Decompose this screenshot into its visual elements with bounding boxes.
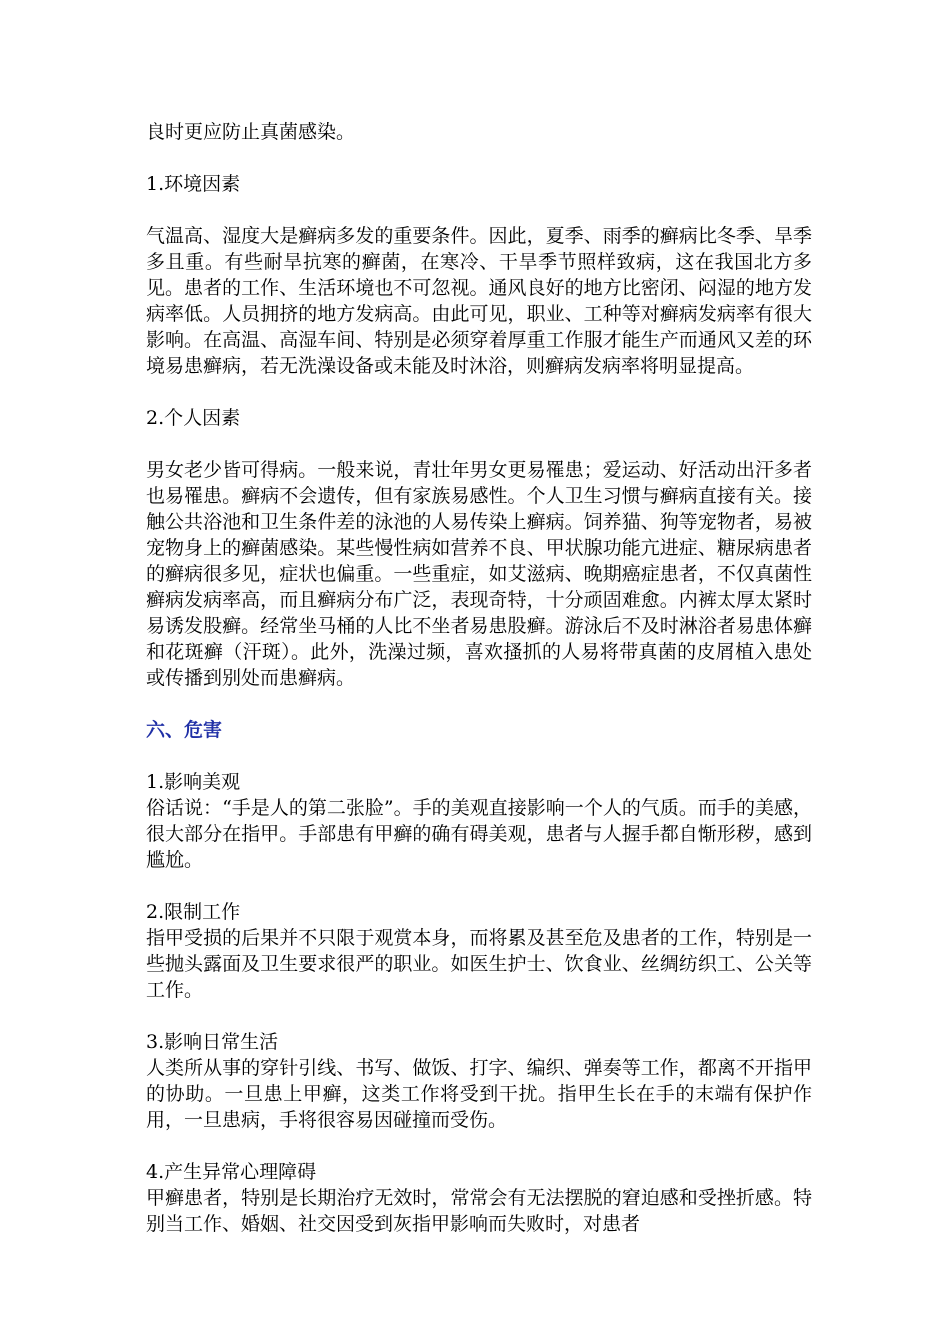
spacer xyxy=(146,1133,812,1159)
env-factor-body: 气温高、湿度大是癣病多发的重要条件。因此，夏季、雨季的癣病比冬季、旱季多且重。有些耐旱抗寒的癣菌，在寒冷、干旱季节照样致病，这在我国北方多见。患者的工作、生活环境也不可忽视。通风良好的地方比密闭、闷湿的地方发病率低。人员拥挤的地方发病高。由此可见，职业、工种等对癣病发病率有很大影响。在高温、高湿车间、特别是必须穿着厚重工作服才能生产而通风又差的环境易患癣病，若无洗澡设备或未能及时沐浴，则癣病发病率将明显提高。 xyxy=(146,225,812,377)
harm-item-body: 俗话说：“手是人的第二张脸”。手的美观直接影响一个人的气质。而手的美感，很大部分在指甲。手部患有甲癣的确有碍美观，患者与人握手都自惭形秽，感到尴尬。 xyxy=(146,797,812,871)
spacer xyxy=(146,431,812,457)
harm-item-body: 指甲受损的后果并不只限于观赏本身，而将累及甚至危及患者的工作，特别是一些抛头露面及卫生要求很严的职业。如医生护士、饮食业、丝绸纺织工、公关等工作。 xyxy=(146,927,812,1001)
spacer xyxy=(146,197,812,223)
harm-item-title: 4.产生异常心理障碍 xyxy=(146,1161,317,1183)
harm-item-body: 甲癣患者，特别是长期治疗无效时，常常会有无法摆脱的窘迫感和受挫折感。特别当工作、婚姻、社交因受到灰指甲影响而失败时，对患者 xyxy=(146,1187,812,1235)
spacer xyxy=(146,873,812,899)
env-factor-title: 1.环境因素 xyxy=(146,173,241,195)
spacer xyxy=(146,379,812,405)
spacer xyxy=(146,691,812,717)
intro-tail-paragraph: 良时更应防止真菌感染。 xyxy=(146,121,356,143)
harm-section-heading: 六、危害 xyxy=(146,719,223,741)
harm-item-body: 人类所从事的穿针引线、书写、做饭、打字、编织、弹奏等工作，都离不开指甲的协助。一旦患上甲癣，这类工作将受到干扰。指甲生长在手的末端有保护作用，一旦患病，手将很容易因碰撞而受伤。 xyxy=(146,1057,812,1131)
harm-item-title: 3.影响日常生活 xyxy=(146,1031,279,1053)
spacer xyxy=(146,743,812,769)
spacer xyxy=(146,1003,812,1029)
personal-factor-title: 2.个人因素 xyxy=(146,407,241,429)
harm-item-title: 1.影响美观 xyxy=(146,771,241,793)
harm-item-title: 2.限制工作 xyxy=(146,901,241,923)
spacer xyxy=(146,145,812,171)
document-page xyxy=(146,119,812,1237)
personal-factor-body: 男女老少皆可得病。一般来说，青壮年男女更易罹患；爱运动、好活动出汗多者也易罹患。癣病不会遗传，但有家族易感性。个人卫生习惯与癣病直接有关。接触公共浴池和卫生条件差的泳池的人易传染上癣病。饲养猫、狗等宠物者，易被宠物身上的癣菌感染。某些慢性病如营养不良、甲状腺功能亢进症、糖尿病患者的癣病很多见，症状也偏重。一些重症，如艾滋病、晚期癌症患者，不仅真菌性癣病发病率高，而且癣病分布广泛，表现奇特，十分顽固难愈。内裤太厚太紧时易诱发股癣。经常坐马桶的人比不坐者易患股癣。游泳后不及时淋浴者易患体癣和花斑癣（汗斑）。此外，洗澡过频，喜欢搔抓的人易将带真菌的皮屑植入患处或传播到别处而患癣病。 xyxy=(146,459,812,689)
